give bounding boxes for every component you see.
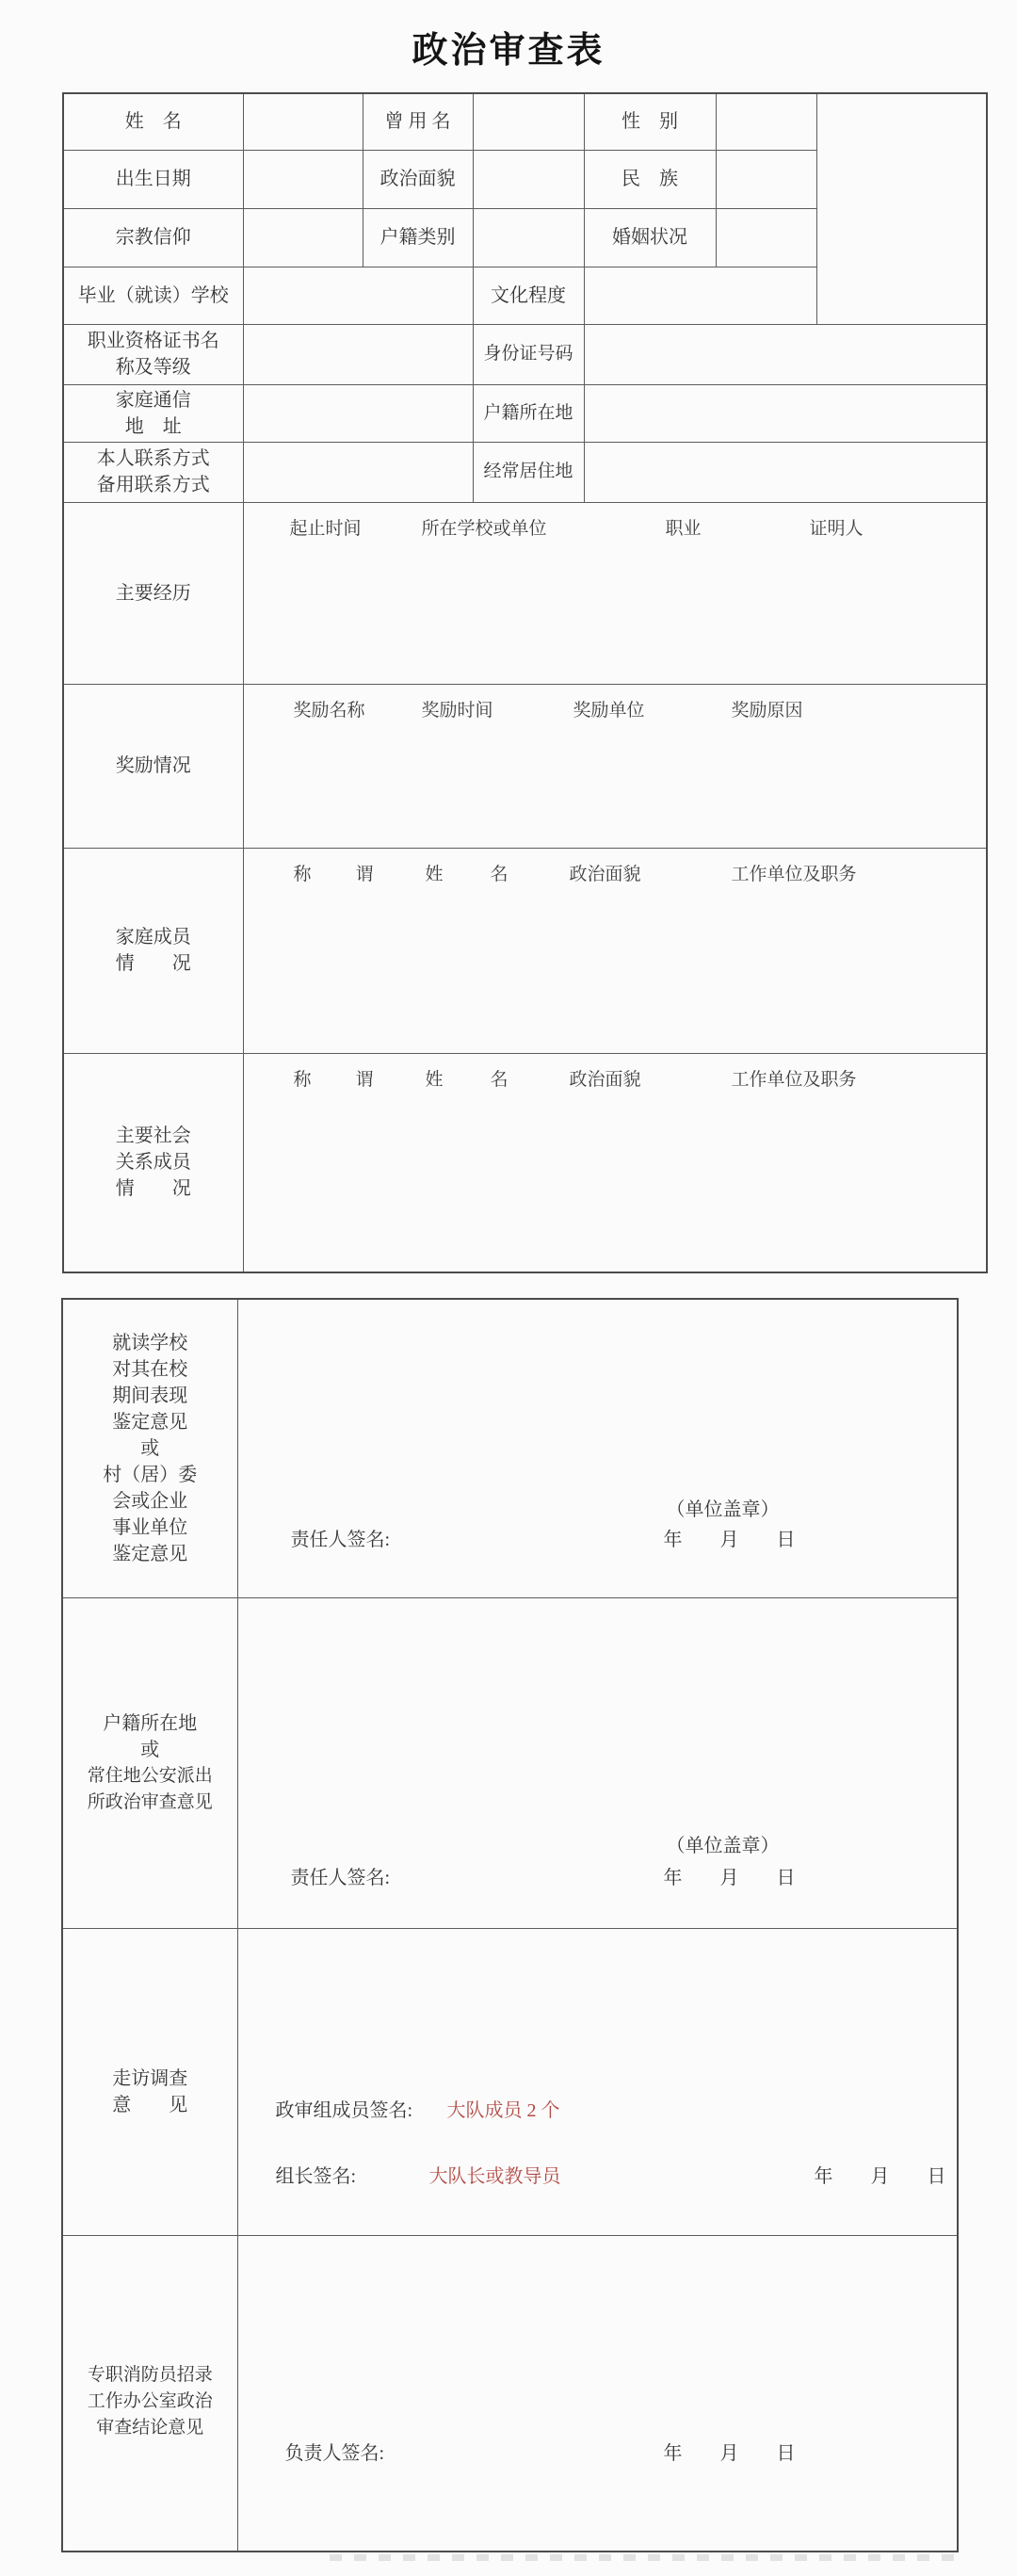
school-appraisal-label: 就读学校 对其在校 期间表现 鉴定意见 或 村（居）委 会或企业 事业单位 鉴定意见 [62,1299,237,1597]
main-experience-label: 主要经历 [63,502,243,684]
birth-date-label: 出生日期 [63,150,243,208]
row-certificate [63,324,987,384]
main-experience-section [63,502,987,684]
visit-investigation-section [62,1928,958,2235]
col-header-fname2: 名 [490,1069,508,1090]
row-home-address [63,384,987,442]
col-header-relation: 称 [293,1069,312,1090]
political-status-label: 政治面貌 [363,150,473,208]
photo-area [816,93,987,324]
recruitment-office-content [237,2235,958,2552]
religion-label: 宗教信仰 [63,208,243,267]
col-header-award-name: 奖励名称 [293,700,365,721]
ethnicity-value-cell [716,150,816,208]
col-header-fname2: 名 [490,864,508,884]
team-leader-signature-label: 组长签名: [275,2165,357,2187]
col-header-fname: 姓 [425,864,444,884]
review-opinions-table [61,1298,959,2552]
review-team-signature-note: 大队成员 2 个 [446,2099,560,2121]
school-appraisal-section [62,1299,958,1597]
date-placeholder: 年 月 日 [663,1867,796,1888]
household-type-value-cell [473,208,584,267]
police-review-section [62,1597,958,1928]
visit-investigation-content [237,1928,958,2235]
contact-value-cell [243,442,473,502]
responsible-signature-label: 责任人签名: [290,1867,391,1888]
residence-value-cell [584,442,987,502]
home-address-label: 家庭通信 地 址 [63,384,243,442]
visit-investigation-label: 走访调查 意 见 [62,1928,237,2235]
marital-status-label: 婚姻状况 [584,208,716,267]
col-header-award-time: 奖励时间 [421,700,493,721]
col-header-political: 政治面貌 [569,1069,641,1090]
household-type-label: 户籍类别 [363,208,473,267]
school-appraisal-content [237,1299,958,1597]
col-header-relation2: 谓 [355,1069,374,1090]
political-status-value-cell [473,150,584,208]
col-header-workunit: 工作单位及职务 [731,1069,857,1090]
head-signature-label: 负责人签名: [284,2442,385,2464]
col-header-school-or-unit: 所在学校或单位 [421,518,547,539]
main-experience-content [243,502,987,684]
school-label: 毕业（就读）学校 [63,267,243,324]
education-level-label: 文化程度 [473,267,584,324]
ethnicity-label: 民 族 [584,150,716,208]
education-level-value-cell [584,267,816,324]
former-name-label: 曾 用 名 [363,93,473,150]
unit-seal-hint: （单位盖章） [666,1499,780,1520]
col-header-occupation: 职业 [665,518,702,539]
unit-seal-hint: （单位盖章） [666,1835,780,1856]
col-header-relation2: 谓 [355,864,374,884]
social-relations-label: 主要社会 关系成员 情 况 [63,1053,243,1272]
contact-label: 本人联系方式 备用联系方式 [63,442,243,502]
vocational-cert-value-cell [243,324,473,384]
col-header-political: 政治面貌 [569,864,641,884]
date-placeholder: 年 月 日 [663,2442,796,2464]
responsible-signature-label: 责任人签名: [290,1530,391,1550]
school-value-cell [243,267,473,324]
birth-date-value-cell [243,150,363,208]
household-location-label: 户籍所在地 [473,384,584,442]
col-header-relation: 称 [293,864,312,884]
social-relations-section [63,1053,987,1272]
marital-status-value-cell [716,208,816,267]
religion-value-cell [243,208,363,267]
page-title: 政治审查表 [412,31,605,71]
gender-value-cell [716,93,816,150]
gender-label: 性 别 [584,93,716,150]
id-number-value-cell [584,324,987,384]
social-relations-content [243,1053,987,1272]
former-name-value-cell [473,93,584,150]
name-label: 姓 名 [63,93,243,150]
review-team-signature-label: 政审组成员签名: [275,2099,413,2121]
awards-label: 奖励情况 [63,684,243,848]
household-location-value-cell [584,384,987,442]
police-review-content [237,1597,958,1928]
col-header-award-unit: 奖励单位 [573,700,645,721]
date-placeholder: 年 月 日 [663,1530,796,1550]
family-members-content [243,848,987,1053]
col-header-fname: 姓 [425,1069,444,1090]
awards-section [63,684,987,848]
recruitment-office-label: 专职消防员招录 工作办公室政治 审查结论意见 [62,2235,237,2552]
recruitment-office-section [62,2235,958,2552]
id-number-label: 身份证号码 [473,324,584,384]
col-header-workunit: 工作单位及职务 [731,864,857,884]
vocational-cert-label: 职业资格证书名 称及等级 [63,324,243,384]
awards-content [243,684,987,848]
col-header-award-reason: 奖励原因 [731,700,803,721]
scan-edge-artifact [330,2554,957,2561]
team-leader-signature-note: 大队长或教导员 [428,2165,561,2187]
home-address-value-cell [243,384,473,442]
family-members-label: 家庭成员 情 况 [63,848,243,1053]
residence-label: 经常居住地 [473,442,584,502]
col-header-period: 起止时间 [289,518,362,539]
row-contact [63,442,987,502]
date-placeholder: 年 月 日 [814,2165,946,2187]
col-header-certifier: 证明人 [809,518,864,539]
name-value-cell [243,93,363,150]
personal-info-table [62,92,988,1273]
police-review-label: 户籍所在地 或 常住地公安派出 所政治审查意见 [62,1597,237,1928]
family-members-section [63,848,987,1053]
row-name [63,93,987,150]
